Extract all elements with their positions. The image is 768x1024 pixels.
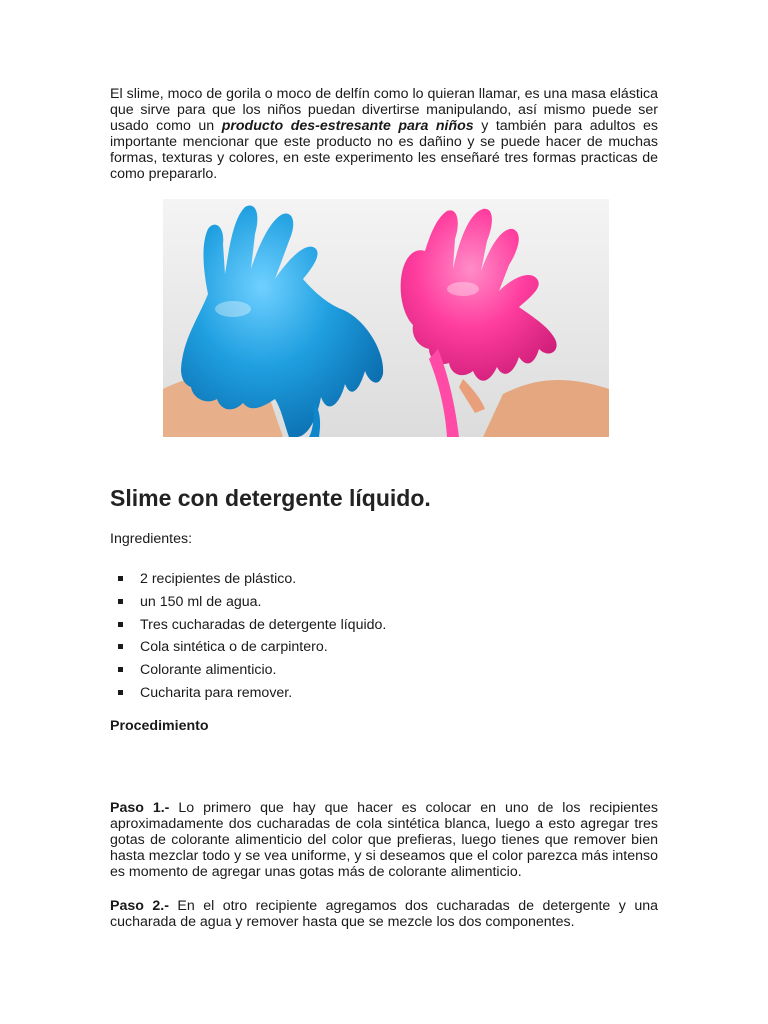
list-item: [110, 685, 386, 708]
step-2-label: Paso 2.-: [110, 898, 169, 914]
step-1-label: Paso 1.-: [110, 800, 170, 816]
ingredient-text: Colorante alimenticio.: [140, 662, 277, 679]
step-2-text: En el otro recipiente agregamos dos cucharadas de detergente y una cucharada de agua y remover hasta que se mezcle los dos componentes.: [110, 898, 658, 930]
list-item: [110, 594, 386, 617]
intro-paragraph: [110, 86, 658, 182]
blue-highlight: [215, 301, 251, 317]
bullet-icon: [118, 599, 123, 604]
ingredient-text: Cucharita para remover.: [140, 684, 293, 701]
intro-text-end: y también para adultos es importante mencionar que este producto no es dañino y se puede hacer de muchas formas, texturas y colores, en este experimento les enseñaré tres formas practicas de como prepararlo.: [110, 118, 658, 182]
step-1-paragraph: [110, 800, 658, 880]
ingredient-text: Cola sintética o de carpintero.: [140, 639, 328, 656]
ingredient-text: 2 recipientes de plástico.: [140, 571, 297, 587]
bullet-icon: [118, 644, 123, 649]
bullet-icon: [118, 667, 123, 672]
pink-highlight: [447, 282, 479, 296]
bullet-icon: [118, 690, 123, 695]
list-item: [110, 662, 386, 685]
ingredients-list: [110, 571, 386, 708]
intro-text-start: El slime, moco de gorila o moco de delfín como lo quieran llamar, es una masa elástica que sirve para que los niños puedan divertirse manipulando, así mismo puede ser usado como un: [110, 86, 658, 134]
section-title: Slime con detergente líquido.: [110, 485, 431, 511]
ingredient-text: Tres cucharadas de detergente líquido.: [140, 616, 387, 633]
intro-emphasis: producto des-estresante para niños: [221, 118, 474, 134]
list-item: [110, 639, 386, 662]
ingredients-label: Ingredientes:: [110, 531, 193, 547]
slime-hands-illustration: [163, 199, 609, 437]
slime-hands-photo: [163, 199, 609, 437]
step-1-text: Lo primero que hay que hacer es colocar en uno de los recipientes aproximadamente dos cucharadas de cola sintética blanca, luego a esto agregar tres gotas de colorante alimenticio del color que prefieras, luego tienes que remover bien hasta mezclar todo y se vea uniforme, y si deseamos que el color parezca más intenso es momento de agregar unas gotas más de colorante alimenticio.: [110, 800, 658, 880]
bullet-icon: [118, 622, 123, 627]
list-item: [110, 617, 386, 640]
bullet-icon: [118, 576, 123, 581]
ingredient-text: un 150 ml de agua.: [140, 593, 262, 610]
procedure-heading: Procedimiento: [110, 718, 209, 734]
step-2-paragraph: [110, 898, 658, 930]
list-item: [110, 571, 386, 594]
intro-block: [110, 86, 658, 182]
